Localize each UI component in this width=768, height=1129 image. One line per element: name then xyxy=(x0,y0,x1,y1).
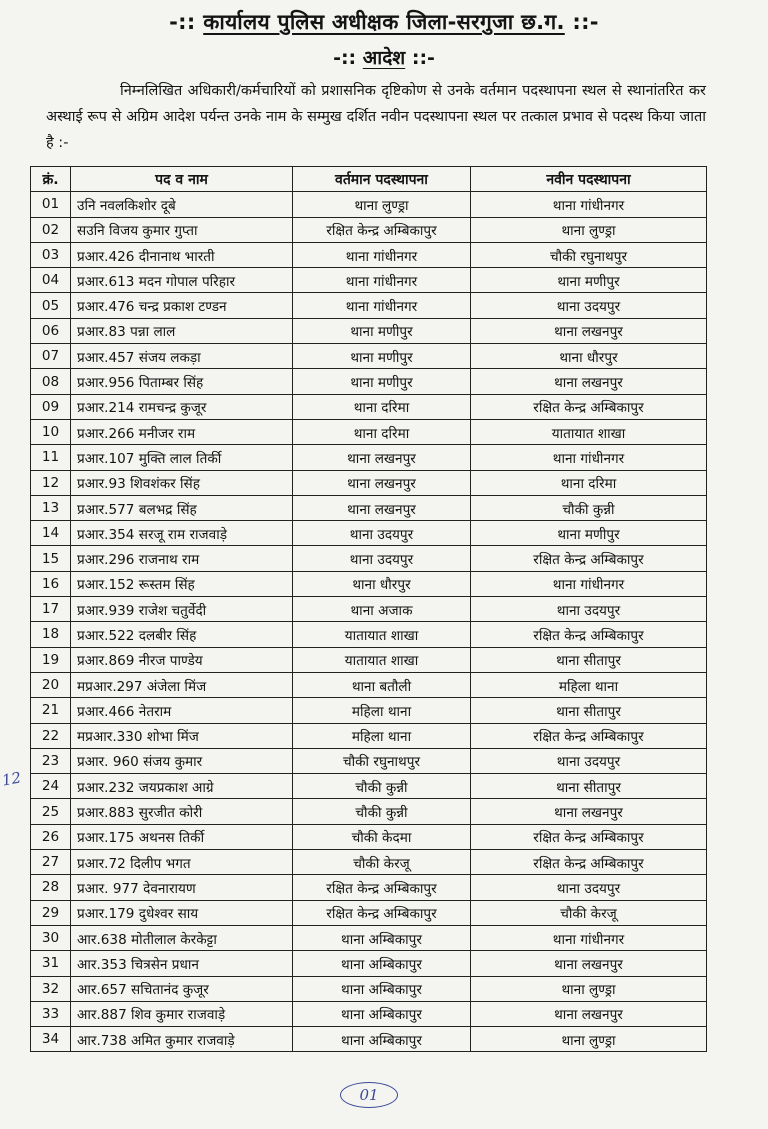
name-cell: प्रआर.613 मदन गोपाल परिहार xyxy=(71,268,293,293)
current-posting-cell: थाना गांधीनगर xyxy=(293,242,471,267)
table-body xyxy=(31,192,707,1052)
new-posting-cell: थाना गांधीनगर xyxy=(471,192,707,217)
current-posting-cell: थाना लखनपुर xyxy=(293,495,471,520)
current-posting-cell: थाना अजाक xyxy=(293,597,471,622)
current-posting-cell: थाना गांधीनगर xyxy=(293,268,471,293)
serial-cell: 20 xyxy=(31,672,71,697)
current-posting-cell: चौकी केरजू xyxy=(293,850,471,875)
serial-cell: 25 xyxy=(31,799,71,824)
serial-cell: 08 xyxy=(31,369,71,394)
current-posting-cell: थाना मणीपुर xyxy=(293,318,471,343)
new-posting-cell: थाना दरिमा xyxy=(471,470,707,495)
order-heading xyxy=(0,44,768,70)
serial-cell: 21 xyxy=(31,698,71,723)
new-posting-cell: थाना लखनपुर xyxy=(471,369,707,394)
new-posting-cell: थाना लुण्ड्रा xyxy=(471,217,707,242)
table-row xyxy=(31,672,707,697)
serial-cell: 23 xyxy=(31,748,71,773)
current-posting-cell: थाना अम्बिकापुर xyxy=(293,976,471,1001)
serial-cell: 28 xyxy=(31,875,71,900)
current-posting-cell: यातायात शाखा xyxy=(293,647,471,672)
header-new-posting: नवीन पदस्थापना xyxy=(471,167,707,192)
name-cell: प्रआर.72 दिलीप भगत xyxy=(71,850,293,875)
serial-cell: 22 xyxy=(31,723,71,748)
current-posting-cell: चौकी कुन्नी xyxy=(293,799,471,824)
name-cell: प्रआर.83 पन्ना लाल xyxy=(71,318,293,343)
new-posting-cell: थाना धौरपुर xyxy=(471,344,707,369)
table-row xyxy=(31,419,707,444)
current-posting-cell: चौकी रघुनाथपुर xyxy=(293,748,471,773)
name-cell: प्रआर.214 रामचन्द्र कुजूर xyxy=(71,394,293,419)
current-posting-cell: थाना अम्बिकापुर xyxy=(293,1001,471,1026)
serial-cell: 03 xyxy=(31,242,71,267)
serial-cell: 01 xyxy=(31,192,71,217)
order-heading-text: आदेश xyxy=(362,47,406,69)
table-row xyxy=(31,647,707,672)
table-row xyxy=(31,470,707,495)
table-row xyxy=(31,748,707,773)
serial-cell: 32 xyxy=(31,976,71,1001)
serial-cell: 33 xyxy=(31,1001,71,1026)
table-row xyxy=(31,445,707,470)
table-row xyxy=(31,824,707,849)
margin-note: 12 xyxy=(0,768,23,790)
table-row xyxy=(31,217,707,242)
current-posting-cell: थाना दरिमा xyxy=(293,394,471,419)
serial-cell: 27 xyxy=(31,850,71,875)
name-cell: प्रआर.426 दीनानाथ भारती xyxy=(71,242,293,267)
serial-cell: 02 xyxy=(31,217,71,242)
serial-cell: 30 xyxy=(31,925,71,950)
serial-cell: 29 xyxy=(31,900,71,925)
table-row xyxy=(31,723,707,748)
table-row xyxy=(31,571,707,596)
current-posting-cell: थाना अम्बिकापुर xyxy=(293,925,471,950)
title-prefix: -:: xyxy=(169,10,196,34)
current-posting-cell: थाना बतौली xyxy=(293,672,471,697)
table-row xyxy=(31,622,707,647)
page-number: 01 xyxy=(340,1082,398,1108)
table-row xyxy=(31,394,707,419)
table-row xyxy=(31,521,707,546)
serial-cell: 09 xyxy=(31,394,71,419)
name-cell: प्रआर.93 शिवशंकर सिंह xyxy=(71,470,293,495)
new-posting-cell: रक्षित केन्द्र अम्बिकापुर xyxy=(471,394,707,419)
serial-cell: 13 xyxy=(31,495,71,520)
serial-cell: 19 xyxy=(31,647,71,672)
table-row xyxy=(31,242,707,267)
new-posting-cell: थाना लखनपुर xyxy=(471,799,707,824)
serial-cell: 06 xyxy=(31,318,71,343)
table-row xyxy=(31,774,707,799)
header-name: पद व नाम xyxy=(71,167,293,192)
table-row xyxy=(31,976,707,1001)
name-cell: आर.887 शिव कुमार राजवाड़े xyxy=(71,1001,293,1026)
current-posting-cell: थाना अम्बिकापुर xyxy=(293,951,471,976)
header-serial: क्रं. xyxy=(31,167,71,192)
name-cell: प्रआर. 960 संजय कुमार xyxy=(71,748,293,773)
serial-cell: 12 xyxy=(31,470,71,495)
new-posting-cell: थाना गांधीनगर xyxy=(471,445,707,470)
serial-cell: 16 xyxy=(31,571,71,596)
new-posting-cell: महिला थाना xyxy=(471,672,707,697)
table-row xyxy=(31,925,707,950)
serial-cell: 10 xyxy=(31,419,71,444)
current-posting-cell: थाना मणीपुर xyxy=(293,369,471,394)
name-cell: प्रआर.232 जयप्रकाश आग्रे xyxy=(71,774,293,799)
table-row xyxy=(31,698,707,723)
current-posting-cell: चौकी केदमा xyxy=(293,824,471,849)
name-cell: प्रआर. 977 देवनारायण xyxy=(71,875,293,900)
serial-cell: 17 xyxy=(31,597,71,622)
name-cell: प्रआर.296 राजनाथ राम xyxy=(71,546,293,571)
table-row xyxy=(31,1027,707,1052)
serial-cell: 18 xyxy=(31,622,71,647)
current-posting-cell: थाना लखनपुर xyxy=(293,470,471,495)
table-row xyxy=(31,318,707,343)
new-posting-cell: थाना लुण्ड्रा xyxy=(471,976,707,1001)
table-row xyxy=(31,1001,707,1026)
name-cell: प्रआर.939 राजेश चतुर्वेदी xyxy=(71,597,293,622)
name-cell: प्रआर.577 बलभद्र सिंह xyxy=(71,495,293,520)
current-posting-cell: थाना धौरपुर xyxy=(293,571,471,596)
current-posting-cell: रक्षित केन्द्र अम्बिकापुर xyxy=(293,875,471,900)
new-posting-cell: थाना गांधीनगर xyxy=(471,925,707,950)
name-cell: प्रआर.457 संजय लकड़ा xyxy=(71,344,293,369)
new-posting-cell: थाना सीतापुर xyxy=(471,698,707,723)
new-posting-cell: थाना उदयपुर xyxy=(471,748,707,773)
new-posting-cell: थाना सीतापुर xyxy=(471,774,707,799)
current-posting-cell: थाना दरिमा xyxy=(293,419,471,444)
table-row xyxy=(31,850,707,875)
header-current-posting: वर्तमान पदस्थापना xyxy=(293,167,471,192)
current-posting-cell: थाना उदयपुर xyxy=(293,546,471,571)
table-row xyxy=(31,369,707,394)
serial-cell: 04 xyxy=(31,268,71,293)
table-row xyxy=(31,495,707,520)
name-cell: प्रआर.266 मनीजर राम xyxy=(71,419,293,444)
table-row xyxy=(31,268,707,293)
current-posting-cell: महिला थाना xyxy=(293,723,471,748)
new-posting-cell: रक्षित केन्द्र अम्बिकापुर xyxy=(471,723,707,748)
name-cell: आर.353 चित्रसेन प्रधान xyxy=(71,951,293,976)
current-posting-cell: यातायात शाखा xyxy=(293,622,471,647)
new-posting-cell: थाना मणीपुर xyxy=(471,268,707,293)
serial-cell: 15 xyxy=(31,546,71,571)
new-posting-cell: थाना लखनपुर xyxy=(471,318,707,343)
serial-cell: 11 xyxy=(31,445,71,470)
name-cell: प्रआर.107 मुक्ति लाल तिर्की xyxy=(71,445,293,470)
new-posting-cell: थाना उदयपुर xyxy=(471,293,707,318)
transfer-table xyxy=(30,166,707,1052)
new-posting-cell: रक्षित केन्द्र अम्बिकापुर xyxy=(471,546,707,571)
intro-text: निम्नलिखित अधिकारी/कर्मचारियों को प्रशासनिक दृष्टिकोण से उनके वर्तमान पदस्थापना स्थल से स्थानांतरित कर अस्थाई रूप से अग्रिम आदेश पर्यन्त उनके नाम के सम्मुख दर्शित नवीन पदस्थापना स्थल पर तत्काल प्रभाव से पदस्थ किया जाता है :- xyxy=(46,83,706,151)
new-posting-cell: यातायात शाखा xyxy=(471,419,707,444)
current-posting-cell: महिला थाना xyxy=(293,698,471,723)
serial-cell: 05 xyxy=(31,293,71,318)
new-posting-cell: थाना लखनपुर xyxy=(471,1001,707,1026)
name-cell: प्रआर.522 दलबीर सिंह xyxy=(71,622,293,647)
table-row xyxy=(31,597,707,622)
name-cell: मप्रआर.297 अंजेला मिंज xyxy=(71,672,293,697)
serial-cell: 31 xyxy=(31,951,71,976)
new-posting-cell: थाना उदयपुर xyxy=(471,875,707,900)
office-title xyxy=(0,8,768,36)
serial-cell: 34 xyxy=(31,1027,71,1052)
name-cell: प्रआर.956 पिताम्बर सिंह xyxy=(71,369,293,394)
table-row xyxy=(31,951,707,976)
table-row xyxy=(31,875,707,900)
current-posting-cell: रक्षित केन्द्र अम्बिकापुर xyxy=(293,900,471,925)
name-cell: प्रआर.175 अथनस तिर्की xyxy=(71,824,293,849)
new-posting-cell: थाना उदयपुर xyxy=(471,597,707,622)
new-posting-cell: चौकी कुन्नी xyxy=(471,495,707,520)
current-posting-cell: थाना उदयपुर xyxy=(293,521,471,546)
table-header-row xyxy=(31,167,707,192)
serial-cell: 14 xyxy=(31,521,71,546)
name-cell: आर.657 सचितानंद कुजूर xyxy=(71,976,293,1001)
subtitle-prefix: -:: xyxy=(333,47,357,69)
serial-cell: 24 xyxy=(31,774,71,799)
current-posting-cell: थाना लुण्ड्रा xyxy=(293,192,471,217)
table-row xyxy=(31,344,707,369)
current-posting-cell: रक्षित केन्द्र अम्बिकापुर xyxy=(293,217,471,242)
new-posting-cell: रक्षित केन्द्र अम्बिकापुर xyxy=(471,622,707,647)
current-posting-cell: थाना गांधीनगर xyxy=(293,293,471,318)
table-row xyxy=(31,799,707,824)
table-row xyxy=(31,192,707,217)
name-cell: प्रआर.466 नेतराम xyxy=(71,698,293,723)
name-cell: प्रआर.152 रूस्तम सिंह xyxy=(71,571,293,596)
table-row xyxy=(31,546,707,571)
title-suffix: ::- xyxy=(572,10,599,34)
new-posting-cell: थाना मणीपुर xyxy=(471,521,707,546)
office-title-text: कार्यालय पुलिस अधीक्षक जिला-सरगुजा छ.ग. xyxy=(203,10,565,34)
new-posting-cell: चौकी रघुनाथपुर xyxy=(471,242,707,267)
name-cell: प्रआर.354 सरजू राम राजवाड़े xyxy=(71,521,293,546)
name-cell: आर.738 अमित कुमार राजवाड़े xyxy=(71,1027,293,1052)
new-posting-cell: थाना लखनपुर xyxy=(471,951,707,976)
name-cell: प्रआर.869 नीरज पाण्डेय xyxy=(71,647,293,672)
serial-cell: 07 xyxy=(31,344,71,369)
current-posting-cell: थाना लखनपुर xyxy=(293,445,471,470)
name-cell: सउनि विजय कुमार गुप्ता xyxy=(71,217,293,242)
current-posting-cell: चौकी कुन्नी xyxy=(293,774,471,799)
new-posting-cell: थाना लुण्ड्रा xyxy=(471,1027,707,1052)
name-cell: प्रआर.883 सुरजीत कोरी xyxy=(71,799,293,824)
current-posting-cell: थाना मणीपुर xyxy=(293,344,471,369)
new-posting-cell: थाना सीतापुर xyxy=(471,647,707,672)
intro-paragraph xyxy=(46,78,706,156)
table-row xyxy=(31,293,707,318)
name-cell: आर.638 मोतीलाल केरकेट्टा xyxy=(71,925,293,950)
new-posting-cell: रक्षित केन्द्र अम्बिकापुर xyxy=(471,824,707,849)
name-cell: प्रआर.476 चन्द्र प्रकाश टण्डन xyxy=(71,293,293,318)
new-posting-cell: रक्षित केन्द्र अम्बिकापुर xyxy=(471,850,707,875)
new-posting-cell: थाना गांधीनगर xyxy=(471,571,707,596)
name-cell: उनि नवलकिशोर दूबे xyxy=(71,192,293,217)
new-posting-cell: चौकी केरजू xyxy=(471,900,707,925)
name-cell: प्रआर.179 दुधेश्वर साय xyxy=(71,900,293,925)
table-row xyxy=(31,900,707,925)
serial-cell: 26 xyxy=(31,824,71,849)
subtitle-suffix: ::- xyxy=(411,47,435,69)
current-posting-cell: थाना अम्बिकापुर xyxy=(293,1027,471,1052)
name-cell: मप्रआर.330 शोभा मिंज xyxy=(71,723,293,748)
